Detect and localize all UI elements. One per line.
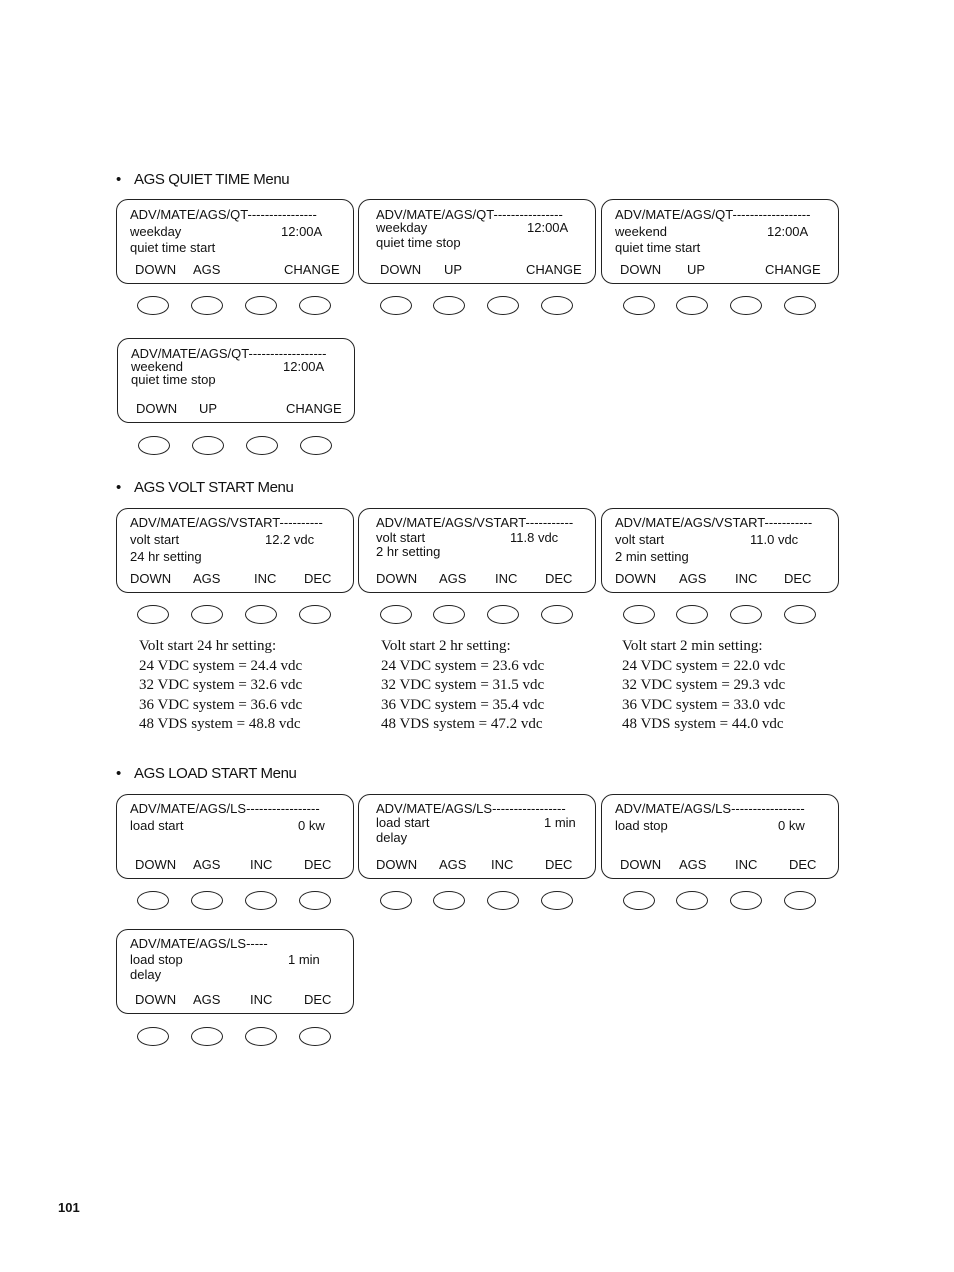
notes-row: 24 VDC system = 24.4 vdc <box>139 657 303 674</box>
screen-path: ADV/MATE/AGS/LS----------------- <box>130 801 320 816</box>
soft-button-2[interactable] <box>433 891 465 910</box>
screen-line2: 2 min setting <box>615 549 689 564</box>
screen-line2: quiet time start <box>130 240 216 255</box>
lcd-screen-qt-weekend-start <box>601 199 839 284</box>
screen-line1: weekday <box>130 224 182 239</box>
notes-row: 48 VDS system = 47.2 vdc <box>381 716 543 732</box>
keypad-ls-4 <box>116 1027 354 1049</box>
soft-button-1[interactable] <box>137 1027 169 1046</box>
soft-button-3[interactable] <box>730 296 762 315</box>
screen-path: ADV/MATE/AGS/VSTART----------- <box>615 515 813 530</box>
keypad-qt-4 <box>117 436 355 458</box>
soft-button-3[interactable] <box>246 436 278 455</box>
soft-button-1[interactable] <box>138 436 170 455</box>
screen-path: ADV/MATE/AGS/QT------------------ <box>615 207 811 222</box>
lcd-screen-ls-load-start <box>116 794 354 879</box>
softkey-label-3: INC <box>491 857 514 872</box>
keypad-ls-1 <box>116 891 354 913</box>
notes-row: 24 VDC system = 23.6 vdc <box>381 657 545 674</box>
soft-button-4[interactable] <box>541 296 573 315</box>
softkey-label-1: DOWN <box>376 857 418 872</box>
lcd-screen-ls-load-stop <box>601 794 839 879</box>
softkey-label-2: AGS <box>193 857 221 872</box>
notes-row: 36 VDC system = 35.4 vdc <box>381 696 545 713</box>
section-heading-label: AGS VOLT START Menu <box>134 479 294 496</box>
softkey-label-4: DEC <box>304 571 332 586</box>
softkey-label-4: CHANGE <box>765 262 821 277</box>
softkey-label-1: DOWN <box>130 571 172 586</box>
softkey-label-2: AGS <box>679 571 707 586</box>
screen-value: 1 min <box>288 952 320 967</box>
softkey-label-1: DOWN <box>620 262 662 277</box>
keypad-ls-3 <box>601 891 839 913</box>
softkey-label-2: UP <box>444 262 463 277</box>
soft-button-1[interactable] <box>380 605 412 624</box>
soft-button-2[interactable] <box>192 436 224 455</box>
keypad-vs-3 <box>601 605 839 627</box>
keypad-vs-1 <box>116 605 354 627</box>
soft-button-4[interactable] <box>299 296 331 315</box>
soft-button-2[interactable] <box>191 1027 223 1046</box>
section-heading-label: AGS QUIET TIME Menu <box>134 171 290 188</box>
screen-line2: delay <box>376 830 408 845</box>
softkey-label-1: DOWN <box>136 401 178 416</box>
notes-row: 48 VDS system = 48.8 vdc <box>139 716 301 732</box>
soft-button-2[interactable] <box>433 605 465 624</box>
keypad-qt-2 <box>358 296 596 318</box>
lcd-screen-ls-stop-delay <box>116 929 354 1014</box>
screen-line1: weekend <box>615 224 668 239</box>
screen-line1: load stop <box>130 952 183 967</box>
screen-line1: volt start <box>376 530 426 545</box>
screen-value: 0 kw <box>298 818 325 833</box>
soft-button-2[interactable] <box>433 296 465 315</box>
softkey-label-4: DEC <box>304 992 332 1007</box>
soft-button-4[interactable] <box>300 436 332 455</box>
soft-button-3[interactable] <box>245 891 277 910</box>
soft-button-2[interactable] <box>676 296 708 315</box>
screen-value: 11.0 vdc <box>750 532 799 547</box>
soft-button-3[interactable] <box>730 891 762 910</box>
soft-button-3[interactable] <box>245 1027 277 1046</box>
notes-row: 32 VDC system = 31.5 vdc <box>381 677 545 693</box>
soft-button-4[interactable] <box>784 605 816 624</box>
notes-row: 36 VDC system = 33.0 vdc <box>622 696 786 713</box>
softkey-label-3: INC <box>735 857 758 872</box>
screen-line1: weekday <box>376 220 428 235</box>
screen-value: 0 kw <box>778 818 805 833</box>
lcd-screen-qt-weekday-start <box>116 199 354 284</box>
soft-button-4[interactable] <box>541 605 573 624</box>
soft-button-4[interactable] <box>784 891 816 910</box>
section-heading-volt-start: • AGS VOLT START Menu <box>116 479 294 496</box>
soft-button-3[interactable] <box>245 296 277 315</box>
notes-row: 32 VDC system = 32.6 vdc <box>139 677 303 693</box>
notes-title: Volt start 2 min setting: <box>622 638 763 654</box>
screen-value: 11.8 vdc <box>510 530 559 545</box>
soft-button-1[interactable] <box>137 891 169 910</box>
screen-path: ADV/MATE/AGS/QT---------------- <box>130 207 317 222</box>
softkey-label-1: DOWN <box>135 262 177 277</box>
screen-value: 12:00A <box>281 224 323 239</box>
softkey-label-4: DEC <box>789 857 817 872</box>
soft-button-3[interactable] <box>487 296 519 315</box>
keypad-qt-3 <box>601 296 839 318</box>
screen-line2: 2 hr setting <box>376 544 441 559</box>
softkey-label-2: AGS <box>439 857 467 872</box>
soft-button-3[interactable] <box>487 605 519 624</box>
softkey-label-3: INC <box>735 571 758 586</box>
softkey-label-4: DEC <box>545 857 573 872</box>
screen-line2: quiet time stop <box>376 235 461 250</box>
screen-path: ADV/MATE/AGS/LS----------------- <box>376 801 566 816</box>
softkey-label-2: AGS <box>193 571 221 586</box>
screen-line1: volt start <box>130 532 180 547</box>
screen-line1: weekend <box>131 359 184 374</box>
softkey-label-1: DOWN <box>620 857 662 872</box>
softkey-label-3: INC <box>495 571 518 586</box>
section-heading-load-start: • AGS LOAD START Menu <box>116 765 297 782</box>
softkey-label-2: AGS <box>193 992 221 1007</box>
soft-button-1[interactable] <box>137 296 169 315</box>
page-number: 101 <box>58 1200 80 1215</box>
soft-button-4[interactable] <box>299 1027 331 1046</box>
screen-value: 12:00A <box>283 359 325 374</box>
softkey-label-4: DEC <box>545 571 573 586</box>
volt-start-notes-2hr <box>381 637 544 735</box>
screen-line1: volt start <box>615 532 665 547</box>
soft-button-1[interactable] <box>623 605 655 624</box>
soft-button-1[interactable] <box>623 296 655 315</box>
soft-button-2[interactable] <box>676 605 708 624</box>
keypad-qt-1 <box>116 296 354 318</box>
soft-button-4[interactable] <box>299 891 331 910</box>
softkey-label-2: UP <box>687 262 706 277</box>
soft-button-3[interactable] <box>487 891 519 910</box>
screen-line1: load stop <box>615 818 668 833</box>
screen-path: ADV/MATE/AGS/VSTART----------- <box>376 515 574 530</box>
notes-row: 36 VDC system = 36.6 vdc <box>139 696 303 713</box>
soft-button-4[interactable] <box>541 891 573 910</box>
screen-line2: 24 hr setting <box>130 549 202 564</box>
volt-start-notes-2min <box>622 637 785 735</box>
softkey-label-2: AGS <box>193 262 221 277</box>
screen-value: 12:00A <box>767 224 809 239</box>
soft-button-3[interactable] <box>730 605 762 624</box>
lcd-screen-vs-2hr <box>358 508 596 593</box>
soft-button-4[interactable] <box>784 296 816 315</box>
softkey-label-1: DOWN <box>376 571 418 586</box>
lcd-screen-vs-24hr <box>116 508 354 593</box>
volt-start-notes-24hr <box>139 637 302 735</box>
softkey-label-3: INC <box>254 571 277 586</box>
soft-button-3[interactable] <box>245 605 277 624</box>
screen-path: ADV/MATE/AGS/QT---------------- <box>376 207 563 222</box>
softkey-label-1: DOWN <box>135 857 177 872</box>
softkey-label-4: DEC <box>784 571 812 586</box>
screen-line1: load start <box>130 818 184 833</box>
softkey-label-1: DOWN <box>615 571 657 586</box>
softkey-label-4: DEC <box>304 857 332 872</box>
softkey-label-4: CHANGE <box>284 262 340 277</box>
notes-row: 48 VDS system = 44.0 vdc <box>622 716 784 732</box>
screen-path: ADV/MATE/AGS/LS----- <box>130 936 268 951</box>
screen-value: 12:00A <box>527 220 569 235</box>
soft-button-2[interactable] <box>191 891 223 910</box>
softkey-label-2: AGS <box>679 857 707 872</box>
soft-button-1[interactable] <box>380 296 412 315</box>
screen-line2: quiet time stop <box>131 372 216 387</box>
softkey-label-2: AGS <box>439 571 467 586</box>
softkey-label-4: CHANGE <box>286 401 342 416</box>
soft-button-4[interactable] <box>299 605 331 624</box>
notes-row: 32 VDC system = 29.3 vdc <box>622 677 786 693</box>
screen-path: ADV/MATE/AGS/LS----------------- <box>615 801 805 816</box>
screen-path: ADV/MATE/AGS/VSTART---------- <box>130 515 323 530</box>
screen-line1: load start <box>376 815 430 830</box>
lcd-screen-qt-weekend-stop <box>117 338 355 423</box>
notes-row: 24 VDC system = 22.0 vdc <box>622 657 786 674</box>
lcd-screen-vs-2min <box>601 508 839 593</box>
screen-path: ADV/MATE/AGS/QT------------------ <box>131 346 327 361</box>
soft-button-1[interactable] <box>623 891 655 910</box>
soft-button-1[interactable] <box>380 891 412 910</box>
softkey-label-3: INC <box>250 992 273 1007</box>
softkey-label-2: UP <box>199 401 218 416</box>
section-heading-quiet-time: • AGS QUIET TIME Menu <box>116 171 290 188</box>
soft-button-2[interactable] <box>676 891 708 910</box>
screen-value: 1 min <box>544 815 576 830</box>
softkey-label-1: DOWN <box>380 262 422 277</box>
softkey-label-1: DOWN <box>135 992 177 1007</box>
screen-line2: quiet time start <box>615 240 701 255</box>
keypad-ls-2 <box>358 891 596 913</box>
section-heading-label: AGS LOAD START Menu <box>134 765 297 782</box>
soft-button-1[interactable] <box>137 605 169 624</box>
keypad-vs-2 <box>358 605 596 627</box>
lcd-screen-qt-weekday-stop <box>358 199 596 284</box>
notes-title: Volt start 2 hr setting: <box>381 638 511 654</box>
lcd-screen-ls-start-delay <box>358 794 596 879</box>
screen-value: 12.2 vdc <box>265 532 315 547</box>
notes-title: Volt start 24 hr setting: <box>139 638 277 654</box>
softkey-label-3: INC <box>250 857 273 872</box>
screen-line2: delay <box>130 967 162 982</box>
soft-button-2[interactable] <box>191 296 223 315</box>
soft-button-2[interactable] <box>191 605 223 624</box>
softkey-label-4: CHANGE <box>526 262 582 277</box>
